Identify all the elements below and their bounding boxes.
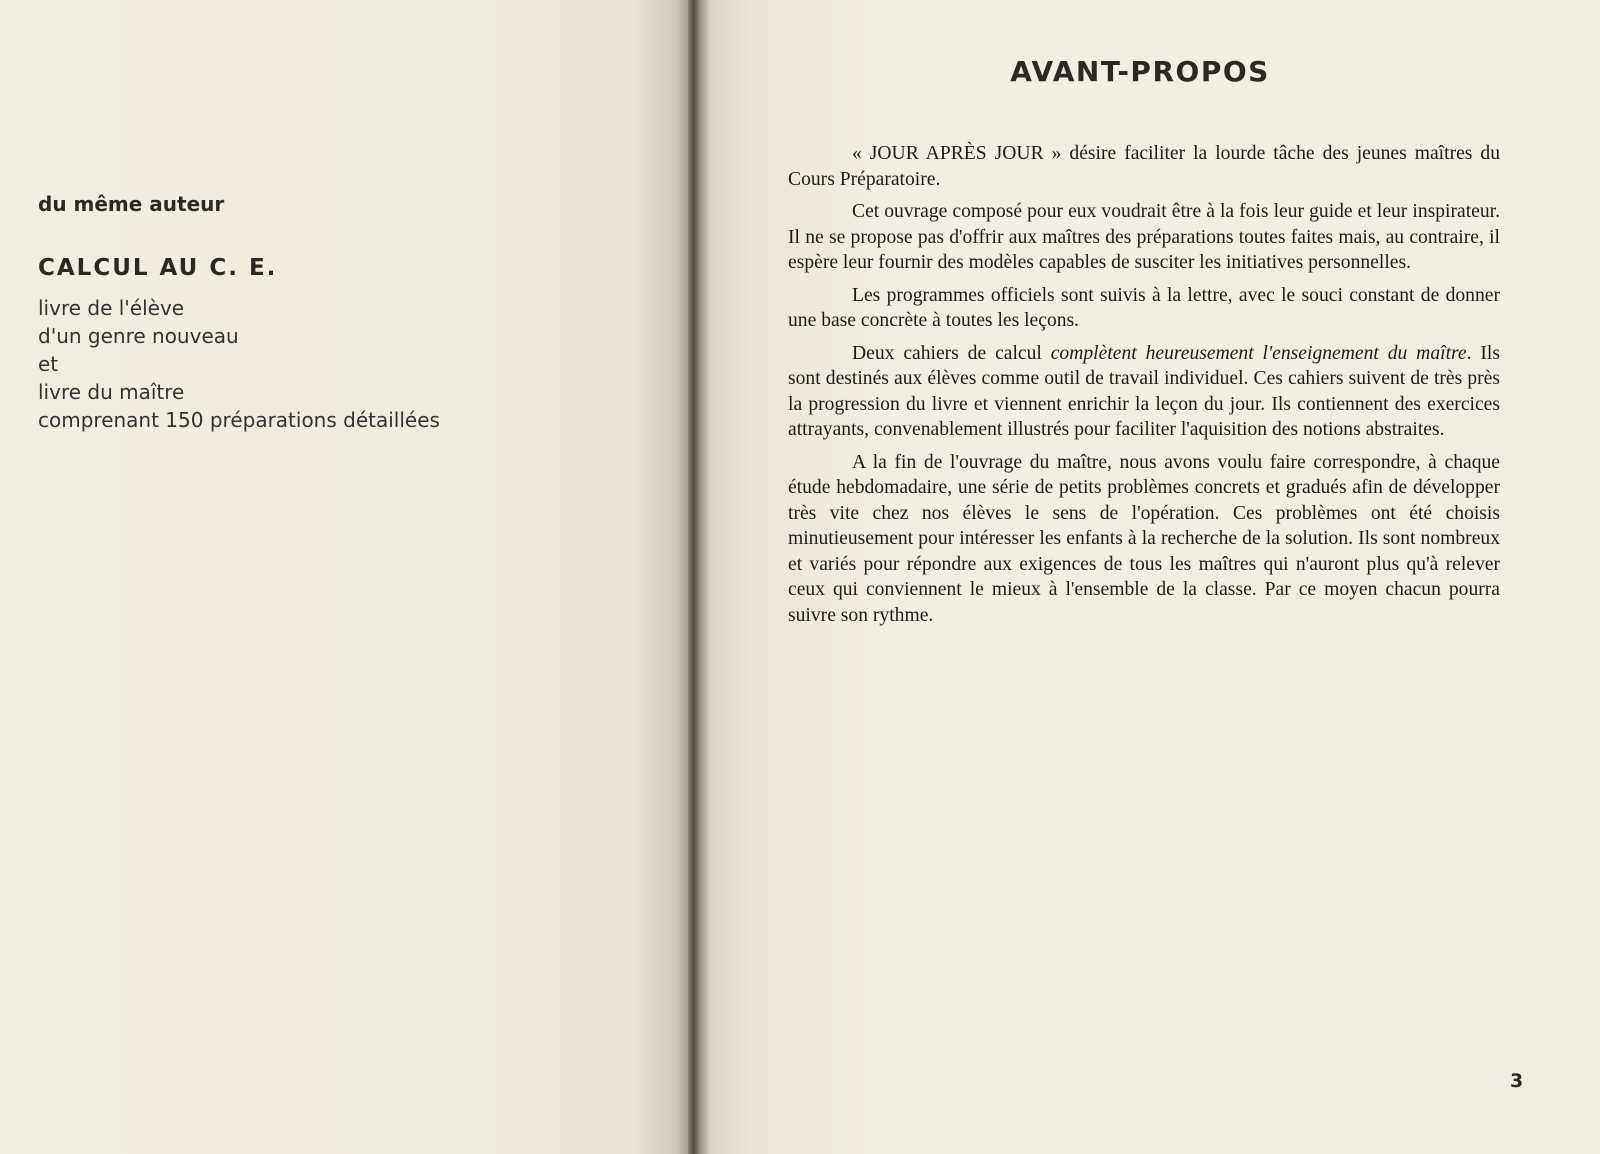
left-page <box>0 0 690 1154</box>
paragraph <box>788 341 1500 443</box>
paragraph: « JOUR APRÈS JOUR » désire faciliter la lourde tâche des jeunes maîtres du Cours Préparatoire. <box>788 143 1500 190</box>
book-gutter <box>688 0 710 1154</box>
page-number: 3 <box>1510 1070 1524 1092</box>
paragraph: A la fin de l'ouvrage du maître, nous avons voulu faire correspondre, à chaque étude hebdomadaire, une série de petits problèmes concrets et gradués afin de développer très vite chez nos élèves le sens de l'opération. Ces problèmes ont été choisis minutieusement pour intéresser les enfants à la recherche de la solution. Ils sont nombreux et variés pour répondre aux exigences de tous les maîtres qui n'auront plus qu'à relever ceux qui conviennent le mieux à l'ensemble de la classe. Par ce moyen chacun pourra suivre son rythme. <box>788 451 1500 626</box>
paragraph: Cet ouvrage composé pour eux voudrait être à la fois leur guide et leur inspirateur. Il ne se propose pas d'offrir aux maîtres des préparations toutes faites mais, au contraire, il espère leur fournir des modèles capables de susciter les initiatives personnelles. <box>788 201 1500 273</box>
book-title: CALCUL AU C. E. <box>38 255 278 281</box>
book-line: comprenant 150 préparations détaillées <box>38 408 440 432</box>
author-heading: du même auteur <box>38 192 225 216</box>
paragraph-text: . Ils sont destinés aux élèves comme outil de travail individuel. Ces cahiers suivent de très près la progression du livre et viennent enrichir la leçon du jour. Ils contiennent des exercices attrayants, convenablement illustrés pour faciliter l'aquisition des notions abstraites. <box>788 342 1500 440</box>
book-line: livre du maître <box>38 380 185 404</box>
book-line: et <box>38 352 59 376</box>
book-line: d'un genre nouveau <box>38 324 239 348</box>
page-title: AVANT-PROPOS <box>1010 55 1270 88</box>
paragraph-italic: complètent heureusement l'enseignement du maître <box>1050 342 1467 364</box>
foreword-body <box>788 141 1500 635</box>
paragraph: Les programmes officiels sont suivis à la lettre, avec le souci constant de donner une base concrète à toutes les leçons. <box>788 284 1500 331</box>
book-line: livre de l'élève <box>38 296 185 320</box>
paragraph-text: Deux cahiers de calcul <box>852 342 1051 364</box>
book-description <box>38 294 440 434</box>
